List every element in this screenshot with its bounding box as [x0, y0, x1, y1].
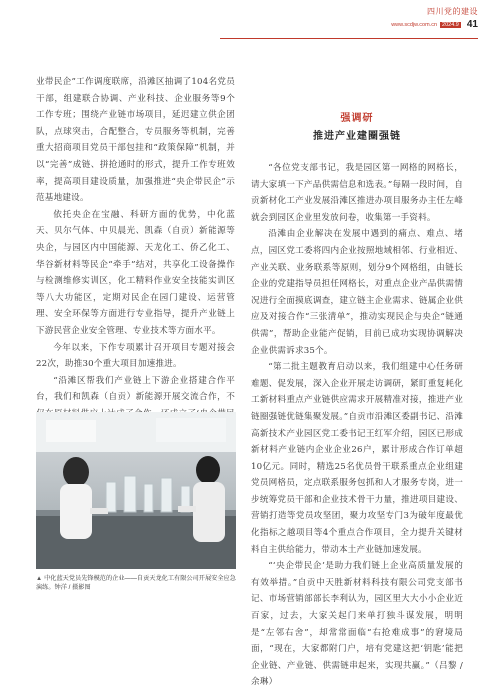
paragraph: 依托央企在宝融、科研方面的优势，中化蓝天、贝尔气体、中贝晨光、凯森（自贡）新能源等央企，与园区内中国能源、天龙化工、侨乙化工、华谷新材料等民企“牵手”结对，共享化工设备操作与检测维修实训区，化工精料作业安全技能实训区等八大功能区，定期对民企在园门建设、运营管理、安全环保等方面进行专业指导，提升产业链上下游民营企业安全管理、专业技术等方面水平。 [36, 209, 235, 336]
lab-photo-illustration [36, 412, 236, 569]
paragraph: 今年以来，下作专项累计召开项目专题对接会22次，助推30个重大项目加速推进。 [36, 342, 235, 370]
section-kicker: 强调研 [340, 113, 374, 124]
triangle-icon: ▲ [36, 575, 43, 582]
caption-text: 中化蓝天党员先锋模范的企业——自贡天龙化工有限公司开展安全应急演练。钟洋 / 摄影图 [36, 575, 236, 591]
paragraph: 业带民企”工作调度联席，沿滩区抽调了104名党员干部，组建联合协调、产业科技、企业服务等9个工作专班；围绕产业链市场项目，延迟建立供企团队，点球突击，合配整合，专员服务等机制，完善重大招商项目党员干部包挂和“政策保障”机制，并以“完善”成链、拼抢通时的形式，提升工作专班效率，提高项目建设质量，加强推进“央企带民企”示范基地建设。 [36, 77, 235, 204]
header-rule [220, 38, 478, 39]
paragraph: “沿滩区帮我们产业链上下游企业搭建合作平台，我们和凯森（自贡）新能源开展交流合作，不 [36, 375, 235, 403]
magazine-title: 四川党的建设 [427, 7, 478, 16]
article-photo [36, 412, 236, 569]
paragraph: “第二批主题教育启动以来，我们组建中心任务研难题、促发展，深入企业开展走访调研，紧盯重复耗化工新材料重点产业链供应需求开展精准对接，推进产业链圈强链优链集聚发展。”自贡市沿滩区委副书记、沿滩高新技术产业园区党工委书记王红军介绍，园区已形成新材料产业链内企业企业26户，累计形成合作订单超10亿元。同时，精选25名优员骨干联系重点企业组建党员网格员，定点联系服务包抓和人才服务专岗，进一步统筹党员干部和企业技术骨干力量，推进项目建设、营销打造等党员攻坚团，聚力攻坚专门3为破年度最优化指标之越项目等4个重点合作项目，全力提升关键材料自主供给能力，带动本土产业链加速发展。 [251, 362, 463, 555]
paragraph: 沿滩由企业解决在发展中遇到的痛点、难点、堵点，园区党工委将四内企业按照地域相邻、行业相近、产业关联、业务联系等原则，划分9个网格组，由链长企业的党建指导员担任网格长，对重点企业产品供需情况进行全面摸底调查，建立链主企业需求、链属企业供应及对接合作“三张清单”，推动实现民企与央企“链通供需”，帮助企业能产促销，目前已成功实现协调解决企业供需诉求35个。 [251, 229, 463, 356]
section-title: 推进产业建圈强链 [313, 131, 401, 142]
magazine-url: www.scdjw.com.cn [391, 21, 438, 28]
page-header [391, 6, 478, 30]
page-number: 41 [466, 19, 478, 30]
magazine-meta [391, 19, 478, 30]
issue-badge: 2024.9 [442, 21, 459, 28]
right-column [251, 160, 463, 691]
paragraph: “各位党支部书记，我是园区第一网格的网格长，请大家填一下产品供需信息和选表。”每隔一段时间，自贡新材化工产业发展沿滩区推进办项目服务办主任左峰就会到园区企业里发放问卷，收集第一手资料。 [251, 163, 463, 223]
section-heading [251, 109, 463, 142]
paragraph: “‘央企带民企’是助力我们链上企业高质量发展的有效举措。”自贡中天胜新材料科技有限公司党支部书记、市场营销部部长李利认为，园区里大大小小企业近百家，过去，大家关起门来单打独斗谋发展，明明是“左邻右舍”，却常常面临“右抢难成事”的窘境局面，“现在，大家都附门户，培有党建这把‘钥匙’能把企业链、产业链、供需链串起来，实现共赢。”（吕黎 / 余琳） [251, 561, 463, 688]
photo-caption [36, 574, 236, 592]
